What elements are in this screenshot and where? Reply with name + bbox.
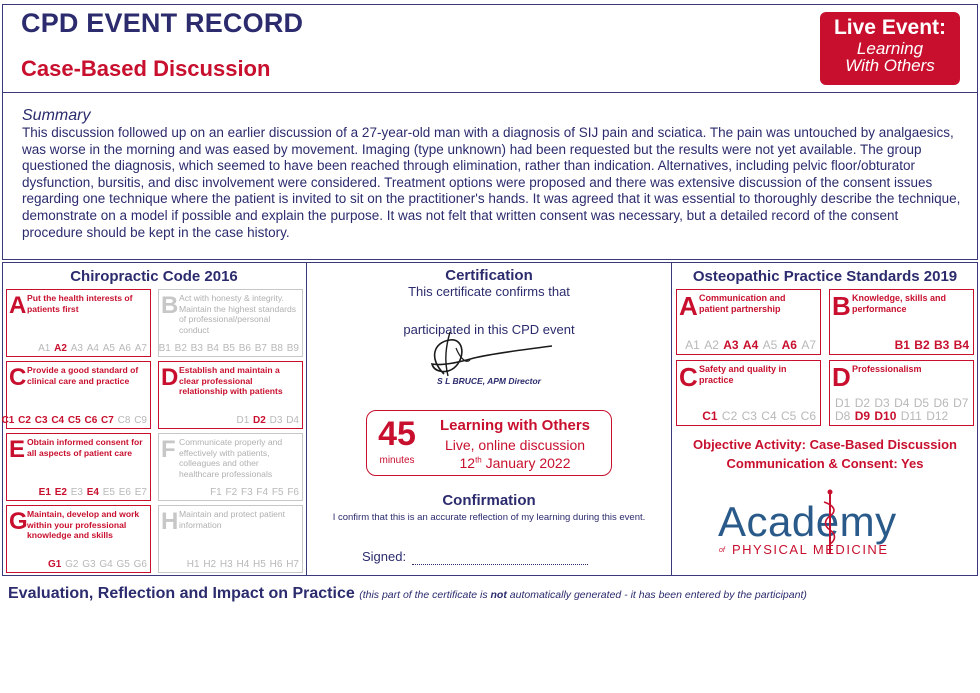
evaluation-note-post: automatically generated - it has been entered by the participant) [506,589,807,601]
chiro-box-a [6,289,151,357]
code-a4: A4 [86,343,99,354]
code-h6: H6 [269,559,283,570]
code-g6: G6 [133,559,147,570]
code-g2: G2 [65,559,79,570]
event-date-day: 12 [459,455,476,471]
code-b8: B8 [270,343,283,354]
osp-letter-d: D [832,362,851,392]
code-d12: D12 [926,409,949,423]
code-d6: D6 [933,396,949,410]
code-a1: A1 [685,338,700,352]
chiro-letter-g: G [9,508,28,535]
code-c1: C1 [1,415,15,426]
code-e2: E2 [54,487,67,498]
chiro-codes-d [235,415,299,426]
badge-line-2: Learning [856,39,924,58]
code-b4: B4 [953,338,969,352]
code-f3: F3 [240,487,253,498]
osp-codes-d [834,397,969,423]
osp-letter-c: C [679,362,698,392]
osp-desc-c: Safety and quality in practice [699,364,787,385]
event-date-suffix: th [475,455,482,465]
code-h3: H3 [219,559,233,570]
code-c3: C3 [741,409,757,423]
evaluation-note-bold: not [490,589,507,601]
code-c6: C6 [800,409,816,423]
chiro-letter-f: F [161,436,176,463]
osp-letter-a: A [679,291,698,321]
chiro-letter-c: C [9,364,27,391]
chiro-desc-f: Communicate properly and effectively with patients, colleagues and other healthcare professionals [179,437,283,479]
code-b3: B3 [190,343,203,354]
code-a6: A6 [118,343,131,354]
osp-heading: Osteopathic Practice Standards 2019 [692,268,958,285]
code-a1: A1 [38,343,51,354]
chiro-codes-e [38,487,147,498]
code-d2: D2 [854,396,871,410]
evaluation-heading [8,585,807,603]
code-d11: D11 [900,409,922,423]
summary-text: This discussion followed up on an earlier discussion of a 27-year-old man with a diagnosis of SIJ pain and sciatica. The pain was untouched by analgaesics, was worse in the morning and was eased by movement. Imaging (type unknown) had been requested but the results were not yet available. The group questioned the diagnosis, which seemed to have been reached through elimination, rather than indication. Alternatives, including pelvic floor/obturator dysfunction, bursitis, and disc involvement were considered. Treatment options were proposed and there was extensive discussion of the consent issues regarding one technique where the patient is invited to sit on the practitioner's hands. It was agreed that it was essential to thoroughly describe the technique, demonstrate on a model if possible and explain the purpose. It was not felt that written consent was necessary, but a detailed record of the consent procedure should be kept in the case history. [22,125,961,240]
code-b2: B2 [174,343,187,354]
code-c3: C3 [34,415,48,426]
code-c4: C4 [51,415,65,426]
code-h5: H5 [253,559,266,570]
certification-text: This certificate confirms that [408,284,570,299]
osp-desc-d: Professionalism [852,364,922,374]
osp-codes-c [683,410,816,423]
code-c7: C7 [101,415,114,426]
code-h4: H4 [236,559,250,570]
code-b3: B3 [933,338,950,352]
code-b7: B7 [254,343,267,354]
summary-heading: Summary [22,107,91,124]
chiro-box-b [158,289,303,357]
code-e1: E1 [38,487,51,498]
chiro-desc-g: Maintain, develop and work within your professional knowledge and skills [27,509,140,540]
code-a2: A2 [54,343,67,354]
chiro-box-g [6,505,151,573]
chiro-codes-f [209,487,299,498]
academy-logo-word: Academy [718,498,897,545]
code-b4: B4 [206,343,219,354]
page-subtitle: Case-Based Discussion [21,56,271,81]
osp-box-d [829,360,974,426]
event-format: Live, online discussion [444,437,586,453]
code-f2: F2 [225,487,238,498]
code-d4: D4 [894,396,910,410]
chiro-desc-c: Provide a good standard of clinical care and practice [27,365,139,386]
code-d2: D2 [253,415,266,426]
evaluation-note-pre: (this part of the certificate is [359,589,491,601]
code-g4: G4 [99,559,113,570]
code-e4: E4 [86,487,99,498]
code-c5: C5 [67,415,81,426]
column-divider-left [306,262,307,576]
chiro-letter-d: D [161,364,179,391]
osp-box-b [829,289,974,355]
code-d1: D1 [236,415,250,426]
osp-letter-b: B [832,291,851,321]
certification-heading: Certification [445,267,533,284]
chiro-heading: Chiropractic Code 2016 [70,268,238,285]
chiro-letter-e: E [9,436,26,463]
header-divider [2,92,978,93]
code-a3: A3 [723,338,739,352]
code-b1: B1 [158,343,171,354]
osp-box-c [676,360,821,426]
academy-logo-sub: PHYSICAL MEDICINE [732,542,889,557]
code-d1: D1 [835,396,851,410]
chiro-letter-h: H [161,508,179,535]
chiro-codes-b [158,343,299,354]
code-a2: A2 [704,338,719,352]
chiro-desc-d: Establish and maintain a clear professional relationship with patients [179,365,283,396]
code-a7: A7 [801,338,816,352]
code-e6: E6 [118,487,131,498]
chiro-codes-h [186,559,299,570]
chiro-box-e [6,433,151,501]
code-d4: D4 [286,415,299,426]
duration-unit: minutes [379,455,415,466]
code-g1: G1 [48,559,62,570]
code-e7: E7 [134,487,147,498]
event-date [420,455,610,471]
chiro-box-f [158,433,303,501]
code-e3: E3 [70,487,83,498]
code-a3: A3 [70,343,83,354]
code-g3: G3 [82,559,96,570]
code-b6: B6 [238,343,251,354]
live-event-badge [820,12,960,85]
chiro-desc-h: Maintain and protect patient information [179,509,286,530]
badge-line-1: Live Event: [833,16,947,39]
director-signature [420,328,560,378]
objective-activity: Objective Activity: Case-Based Discussion [693,437,957,452]
objective-consent: Communication & Consent: Yes [726,456,924,471]
code-f5: F5 [271,487,284,498]
chiro-desc-e: Obtain informed consent for all aspects of patient care [27,437,143,458]
chiro-letter-a: A [9,292,27,319]
badge-line-3: With Others [845,56,935,75]
signed-label: Signed: [362,549,407,564]
code-d7: D7 [953,396,969,410]
code-g5: G5 [116,559,130,570]
code-c9: C9 [134,415,147,426]
academy-logo-of: of [719,547,725,554]
osp-box-a [676,289,821,355]
code-a5: A5 [762,338,778,352]
code-f6: F6 [287,487,299,498]
code-d3: D3 [269,415,283,426]
code-a6: A6 [781,338,797,352]
evaluation-title: Evaluation, Reflection and Impact on Practice [8,585,355,602]
osp-desc-b: Knowledge, skills and performance [852,293,947,314]
code-f1: F1 [210,487,222,498]
code-h2: H2 [203,559,217,570]
evaluation-note [359,589,807,601]
chiro-desc-a: Put the health interests of patients first [27,293,133,314]
code-b1: B1 [894,338,910,352]
code-b5: B5 [222,343,235,354]
code-f4: F4 [256,487,269,498]
chiro-codes-a [37,343,147,354]
chiro-letter-b: B [161,292,179,319]
code-c5: C5 [780,409,797,423]
code-c1: C1 [702,409,718,423]
code-h7: H7 [286,559,299,570]
code-d10: D10 [874,409,897,423]
code-c6: C6 [84,415,98,426]
chiro-box-h [158,505,303,573]
code-c2: C2 [721,409,738,423]
osp-desc-a: Communication and patient partnership [699,293,786,314]
osp-codes-b [836,339,969,352]
participation-text: participated in this CPD event [403,322,575,337]
page-title: CPD EVENT RECORD [21,8,304,38]
code-d3: D3 [874,396,890,410]
event-duration: 45 [378,415,416,453]
code-e5: E5 [102,487,115,498]
code-d8: D8 [835,409,851,423]
code-h1: H1 [186,559,200,570]
osp-codes-a [683,339,816,352]
code-d9: D9 [854,409,871,423]
confirmation-heading: Confirmation [442,492,536,509]
event-title: Learning with Others [439,417,590,434]
code-a7: A7 [134,343,147,354]
code-b2: B2 [914,338,930,352]
signatory-name: S L BRUCE, APM Director [437,376,541,386]
chiro-codes-c [1,415,147,426]
code-b9: B9 [286,343,299,354]
chiro-box-c [1,361,151,429]
code-a5: A5 [102,343,115,354]
code-c2: C2 [18,415,31,426]
code-c8: C8 [117,415,131,426]
code-a4: A4 [742,338,759,352]
column-divider-right [671,262,672,576]
code-c4: C4 [761,409,777,423]
signature-line[interactable] [412,564,588,565]
code-d5: D5 [913,396,930,410]
chiro-box-d [158,361,303,429]
chiro-codes-g [47,559,147,570]
chiro-desc-b: Act with honesty & integrity. Maintain the highest standards of professional/personal conduct [179,293,297,335]
confirmation-text: I confirm that this is an accurate reflection of my learning during this event. [332,512,646,523]
event-date-rest: January 2022 [481,455,571,471]
